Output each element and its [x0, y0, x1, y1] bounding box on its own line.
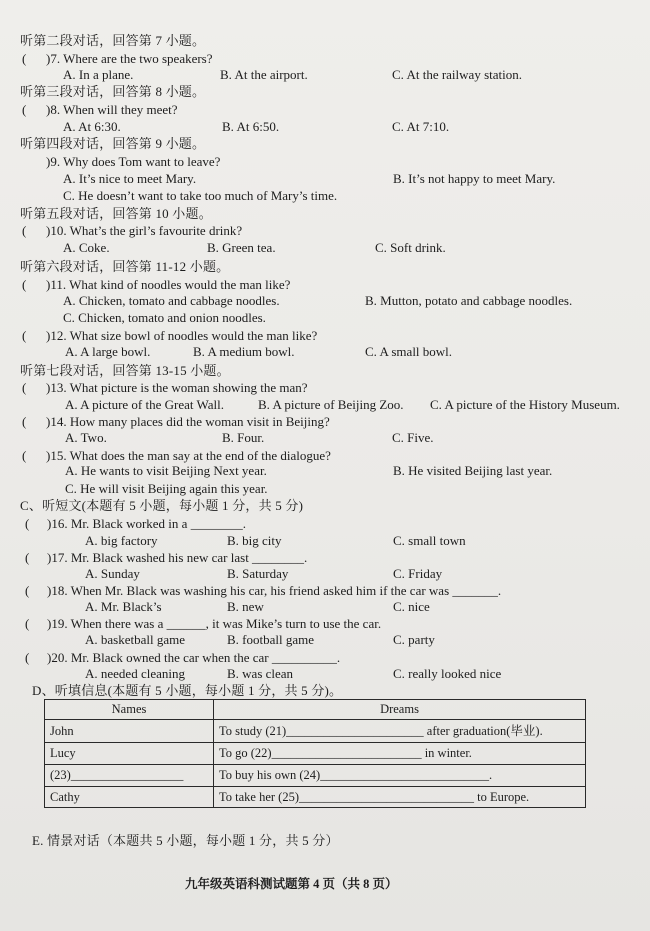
q7-answer-bracket: ( [22, 51, 27, 66]
q14-answer-bracket: ( [22, 414, 27, 429]
q16-option-a: A. big factory [85, 533, 158, 548]
q14-option-c: C. Five. [392, 430, 434, 445]
q20-option-b: B. was clean [227, 666, 294, 681]
q10-option-a: A. Coke. [63, 240, 110, 255]
q10-answer-bracket: ( [22, 223, 27, 238]
part-d-heading: D、听填信息(本题有 5 小题，每小题 1 分，共 5 分)。 [32, 683, 343, 698]
q14-option-b: B. Four. [222, 430, 265, 445]
q20-option-c: C. really looked nice [393, 666, 502, 681]
q15-option-b: B. He visited Beijing last year. [393, 463, 553, 478]
table-cell-name: (23)__________________ [45, 765, 214, 787]
q14-stem: )14. How many places did the woman visit in Beijing? [46, 414, 330, 429]
q13-stem: )13. What picture is the woman showing the man? [46, 380, 308, 395]
q10-option-c: C. Soft drink. [375, 240, 446, 255]
q16-stem: )16. Mr. Black worked in a ________. [47, 516, 246, 531]
q19-option-a: A. basketball game [85, 632, 185, 647]
q12-answer-bracket: ( [22, 328, 27, 343]
table-header-names: Names [45, 700, 214, 720]
q11-option-c: C. Chicken, tomato and onion noodles. [63, 310, 266, 325]
q19-option-c: C. party [393, 632, 435, 647]
q8-answer-bracket: ( [22, 102, 27, 117]
q17-option-b: B. Saturday [227, 566, 289, 581]
q8-option-c: C. At 7:10. [392, 119, 450, 134]
table-cell-dream: To study (21)______________________ after graduation(毕业). [214, 720, 586, 743]
q16-option-b: B. big city [227, 533, 282, 548]
table-cell-dream: To take her (25)____________________________ to Europe. [214, 787, 586, 808]
q15-stem: )15. What does the man say at the end of the dialogue? [46, 448, 331, 463]
segment-4-heading: 听第四段对话，回答第 9 小题。 [20, 136, 206, 151]
q11-answer-bracket: ( [22, 277, 27, 292]
q18-option-c: C. nice [393, 599, 430, 614]
q18-option-a: A. Mr. Black’s [85, 599, 162, 614]
dreams-table [44, 699, 586, 808]
table-row [45, 765, 586, 787]
q12-option-c: C. A small bowl. [365, 344, 453, 359]
q13-answer-bracket: ( [22, 380, 27, 395]
q15-answer-bracket: ( [22, 448, 27, 463]
q8-stem: )8. When will they meet? [46, 102, 178, 117]
q18-option-b: B. new [227, 599, 264, 614]
q16-answer-bracket: ( [25, 516, 30, 531]
table-row [45, 720, 586, 743]
q12-option-b: B. A medium bowl. [193, 344, 295, 359]
q19-stem: )19. When there was a ______, it was Mike’s turn to use the car. [47, 616, 382, 631]
table-cell-name: Lucy [45, 743, 214, 765]
q15-option-a: A. He wants to visit Beijing Next year. [65, 463, 267, 478]
q8-option-a: A. At 6:30. [63, 119, 121, 134]
q18-answer-bracket: ( [25, 583, 30, 598]
q12-option-a: A. A large bowl. [65, 344, 151, 359]
q11-stem: )11. What kind of noodles would the man like? [46, 277, 291, 292]
q7-option-b: B. At the airport. [220, 67, 308, 82]
q17-option-c: C. Friday [393, 566, 443, 581]
q17-answer-bracket: ( [25, 550, 30, 565]
q13-option-a: A. A picture of the Great Wall. [65, 397, 225, 412]
q9-option-a: A. It’s nice to meet Mary. [63, 171, 197, 186]
q12-stem: )12. What size bowl of noodles would the man like? [46, 328, 318, 343]
q16-option-c: C. small town [393, 533, 466, 548]
q19-option-b: B. football game [227, 632, 315, 647]
q18-stem: )18. When Mr. Black was washing his car, his friend asked him if the car was _______. [47, 583, 502, 598]
q10-stem: )10. What’s the girl’s favourite drink? [46, 223, 243, 238]
q14-option-a: A. Two. [65, 430, 107, 445]
q7-option-a: A. In a plane. [63, 67, 134, 82]
q8-option-b: B. At 6:50. [222, 119, 280, 134]
q20-answer-bracket: ( [25, 650, 30, 665]
table-row [45, 787, 586, 808]
q13-option-b: B. A picture of Beijing Zoo. [258, 397, 404, 412]
q10-option-b: B. Green tea. [207, 240, 276, 255]
table-row [45, 743, 586, 765]
q20-option-a: A. needed cleaning [85, 666, 185, 681]
q11-option-a: A. Chicken, tomato and cabbage noodles. [63, 293, 280, 308]
table-header-row [45, 700, 586, 720]
q7-option-c: C. At the railway station. [392, 67, 522, 82]
table-cell-dream: To go (22)________________________ in winter. [214, 743, 586, 765]
table-cell-dream: To buy his own (24)___________________________. [214, 765, 586, 787]
segment-2-heading: 听第二段对话，回答第 7 小题。 [20, 33, 206, 48]
q7-stem: )7. Where are the two speakers? [46, 51, 213, 66]
part-e-heading: E. 情景对话（本题共 5 小题，每小题 1 分，共 5 分） [32, 833, 339, 848]
segment-6-heading: 听第六段对话，回答第 11-12 小题。 [20, 259, 230, 274]
table-cell-name: Cathy [45, 787, 214, 808]
q9-option-c: C. He doesn’t want to take too much of Mary’s time. [63, 188, 338, 203]
q15-option-c: C. He will visit Beijing again this year. [65, 481, 268, 496]
q13-option-c: C. A picture of the History Museum. [430, 397, 620, 412]
page-footer: 九年级英语科测试题第 4 页（共 8 页） [185, 877, 398, 891]
table-header-dreams: Dreams [214, 700, 586, 720]
q17-option-a: A. Sunday [85, 566, 140, 581]
q17-stem: )17. Mr. Black washed his new car last ________. [47, 550, 308, 565]
q9-stem: )9. Why does Tom want to leave? [46, 154, 221, 169]
q9-option-b: B. It’s not happy to meet Mary. [393, 171, 556, 186]
segment-7-heading: 听第七段对话，回答第 13-15 小题。 [20, 363, 230, 378]
segment-5-heading: 听第五段对话，回答第 10 小题。 [20, 206, 212, 221]
q20-stem: )20. Mr. Black owned the car when the car __________. [47, 650, 341, 665]
q11-option-b: B. Mutton, potato and cabbage noodles. [365, 293, 573, 308]
table-cell-name: John [45, 720, 214, 743]
q19-answer-bracket: ( [25, 616, 30, 631]
segment-3-heading: 听第三段对话，回答第 8 小题。 [20, 84, 206, 99]
part-c-heading: C、听短文(本题有 5 小题，每小题 1 分，共 5 分) [20, 498, 304, 513]
